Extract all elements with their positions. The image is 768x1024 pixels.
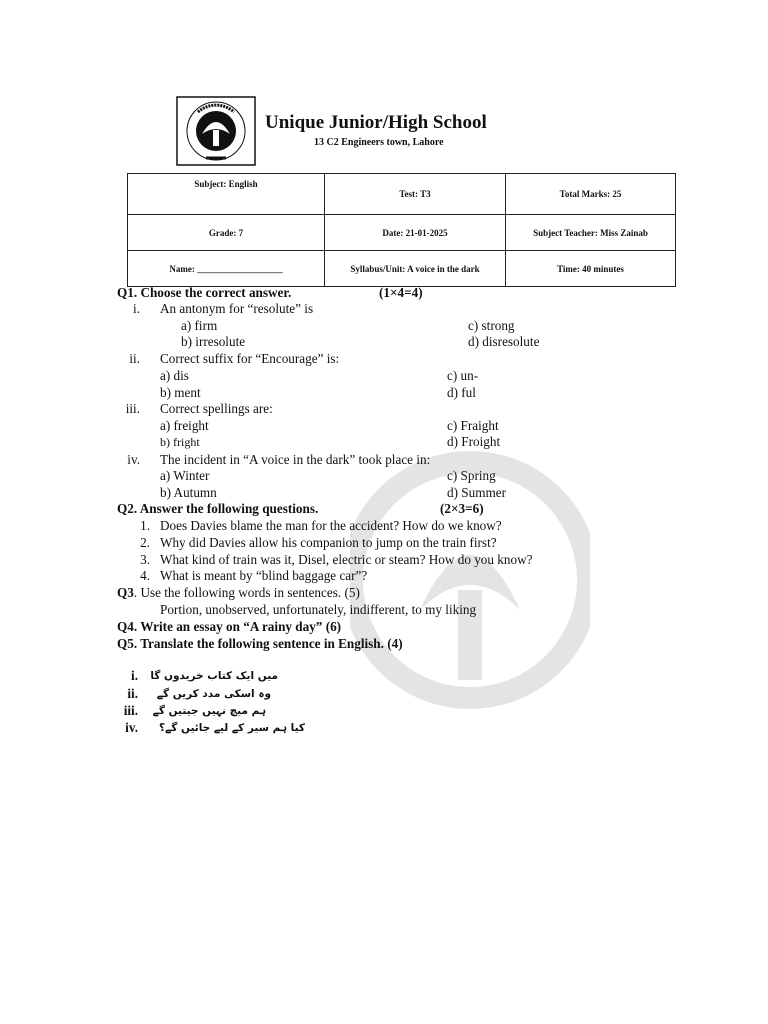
- q4-title: Q4. Write an essay on “A rainy day” (6): [117, 619, 342, 634]
- q1-item-text: Correct suffix for “Encourage” is:: [160, 351, 340, 366]
- q1-item-num: iv.: [127, 452, 140, 467]
- option-a: a) Winter: [160, 468, 210, 483]
- q2-item-num: 3.: [140, 552, 150, 567]
- q3-label: Q3: [117, 585, 134, 600]
- option-b: b) fright: [160, 435, 200, 449]
- q1-item-num: ii.: [129, 351, 140, 366]
- q1-title: Q1. Choose the correct answer.: [117, 285, 292, 300]
- date-cell: Date: 21-01-2025: [325, 215, 506, 251]
- q2-marks: (2×3=6): [440, 501, 484, 516]
- q2-item-num: 4.: [140, 568, 150, 583]
- option-d: d) ful: [447, 385, 476, 400]
- option-b: b) ment: [160, 385, 201, 400]
- q5-urdu-sentence: ہم میچ نہیں جیتیں گے: [152, 705, 266, 717]
- option-d: d) Summer: [447, 485, 506, 500]
- option-c: c) strong: [468, 318, 515, 333]
- option-d: d) disresolute: [468, 334, 540, 349]
- q2-item-text: Why did Davies allow his companion to jump on the train first?: [160, 535, 497, 550]
- q5-item-num: iv.: [125, 720, 138, 735]
- q1-item-text: Correct spellings are:: [160, 401, 273, 416]
- q5-title: Q5. Translate the following sentence in English. (4): [117, 636, 403, 651]
- q5-item-num: iii.: [123, 703, 138, 718]
- grade-cell: Grade: 7: [128, 215, 325, 251]
- q1-item-num: iii.: [125, 401, 140, 416]
- option-a: a) freight: [160, 418, 209, 433]
- q2-item-num: 1.: [140, 518, 150, 533]
- q1-item-text: An antonym for “resolute” is: [160, 301, 314, 316]
- q5-urdu-sentence: وہ اسکی مدد کریں گے: [156, 688, 271, 700]
- q2-item-num: 2.: [140, 535, 150, 550]
- total-marks-cell: Total Marks: 25: [506, 174, 676, 215]
- teacher-cell: Subject Teacher: Miss Zainab: [506, 215, 676, 251]
- school-address: 13 C2 Engineers town, Lahore: [314, 137, 444, 148]
- option-a: a) dis: [160, 368, 189, 383]
- time-cell: Time: 40 minutes: [506, 251, 676, 287]
- q1-item-text: The incident in “A voice in the dark” took place in:: [160, 452, 431, 467]
- option-b: b) Autumn: [160, 485, 217, 500]
- q2-item-text: Does Davies blame the man for the accident? How do we know?: [160, 518, 502, 533]
- q1-item-num: i.: [133, 301, 140, 316]
- test-cell: Test: T3: [325, 174, 506, 215]
- option-d: d) Froight: [447, 434, 501, 449]
- option-c: c) un-: [447, 368, 479, 383]
- syllabus-cell: Syllabus/Unit: A voice in the dark: [325, 251, 506, 287]
- info-table: [127, 173, 676, 287]
- name-cell: Name: ___________________: [128, 251, 325, 287]
- q2-item-text: What kind of train was it, Disel, electric or steam? How do you know?: [160, 552, 533, 567]
- option-c: c) Fraight: [447, 418, 499, 433]
- q2-title: Q2. Answer the following questions.: [117, 501, 319, 516]
- q5-urdu-sentence: میں ایک کتاب خریدوں گا: [150, 670, 278, 682]
- option-b: b) irresolute: [181, 334, 246, 349]
- q3-title: . Use the following words in sentences. (5): [133, 585, 360, 600]
- q3-words: Portion, unobserved, unfortunately, indifferent, to my liking: [160, 602, 477, 617]
- q5-urdu-sentence: کیا ہم سیر کے لیے جائیں گے؟: [159, 722, 305, 734]
- q2-item-text: What is meant by “blind baggage car”?: [160, 568, 368, 583]
- school-logo: [176, 96, 256, 166]
- subject-cell: Subject: English: [128, 174, 325, 215]
- q5-item-num: ii.: [127, 686, 138, 701]
- q5-item-num: i.: [131, 668, 138, 683]
- option-a: a) firm: [181, 318, 218, 333]
- q3-heading: [117, 585, 360, 601]
- school-name: Unique Junior/High School: [265, 112, 487, 133]
- option-c: c) Spring: [447, 468, 496, 483]
- q1-marks: (1×4=4): [379, 285, 423, 300]
